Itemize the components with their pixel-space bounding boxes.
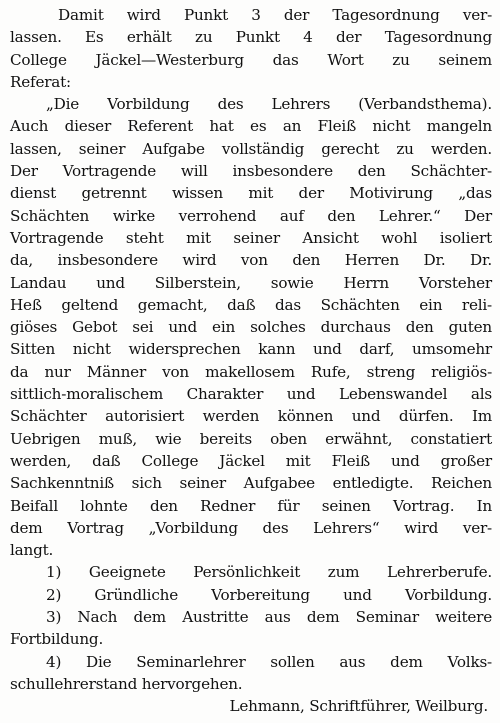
list-item-continuation: schullehrerstand hervorgehen. — [10, 674, 243, 693]
text-line: giöses Gebot sei und ein solches durchaus den guten — [10, 318, 492, 337]
text-line: Landau und Silberstein, sowie Herrn Vorsteher — [10, 273, 492, 292]
text-line: College Jäckel—Westerburg das Wort zu seinem — [10, 50, 492, 69]
text-line: lassen. Es erhält zu Punkt 4 der Tagesordnung — [10, 28, 492, 47]
text-line: Referat: — [10, 72, 71, 91]
list-item-continuation: Fortbildung. — [10, 630, 104, 649]
text-line: sittlich-moralischem Charakter und Lebenswandel als — [10, 385, 492, 404]
text-line: Sachkenntniß sich seiner Aufgabee entledigte. Reichen — [10, 474, 492, 493]
text-line: Beifall lohnte den Redner für seinen Vortrag. In — [10, 496, 492, 515]
text-line: „Die Vorbildung des Lehrers (Verbandsthema). — [46, 95, 492, 114]
list-item: 4) Die Seminarlehrer sollen aus dem Volks- — [46, 652, 492, 671]
list-item: 2) Gründliche Vorbereitung und Vorbildung. — [46, 585, 492, 604]
text-line: Damit wird Punkt 3 der Tagesordnung ver- — [58, 6, 492, 24]
text-line: dem Vortrag „Vorbildung des Lehrers“ wird ver- — [10, 518, 492, 537]
text-line: Heß geltend gemacht, daß das Schächten ein reli- — [10, 295, 492, 314]
list-item: 1) Geeignete Persönlichkeit zum Lehrerberufe. — [46, 563, 492, 582]
signature-line: Lehmann, Schriftführer, Weilburg. — [229, 697, 488, 716]
text-line: Schächter autorisiert werden können und dürfen. Im — [10, 407, 492, 426]
text-line: da nur Männer von makellosem Rufe, streng religiös- — [10, 362, 492, 381]
text-line: da, insbesondere wird von den Herren Dr. Dr. — [10, 251, 492, 270]
text-line: Uebrigen muß, wie bereits oben erwähnt, constatiert — [10, 429, 492, 448]
text-line: Auch dieser Referent hat es an Fleiß nicht mangeln — [10, 117, 492, 136]
text-line: Schächten wirke verrohend auf den Lehrer.“ Der — [10, 206, 492, 225]
text-line: langt. — [10, 541, 54, 560]
text-line: lassen, seiner Aufgabe vollständig gerecht zu werden. — [10, 139, 492, 158]
text-line: Sitten nicht widersprechen kann und darf, umsomehr — [10, 340, 492, 359]
article-text — [10, 4, 492, 718]
text-line: werden, daß College Jäckel mit Fleiß und großer — [10, 451, 492, 470]
list-item: 3) Nach dem Austritte aus dem Seminar weitere — [46, 608, 492, 627]
text-line: dienst getrennt wissen mit der Motivirung „das — [10, 184, 492, 203]
text-line: Vortragende steht mit seiner Ansicht wohl isoliert — [10, 228, 492, 247]
text-line: Der Vortragende will insbesondere den Schächter- — [10, 162, 492, 181]
